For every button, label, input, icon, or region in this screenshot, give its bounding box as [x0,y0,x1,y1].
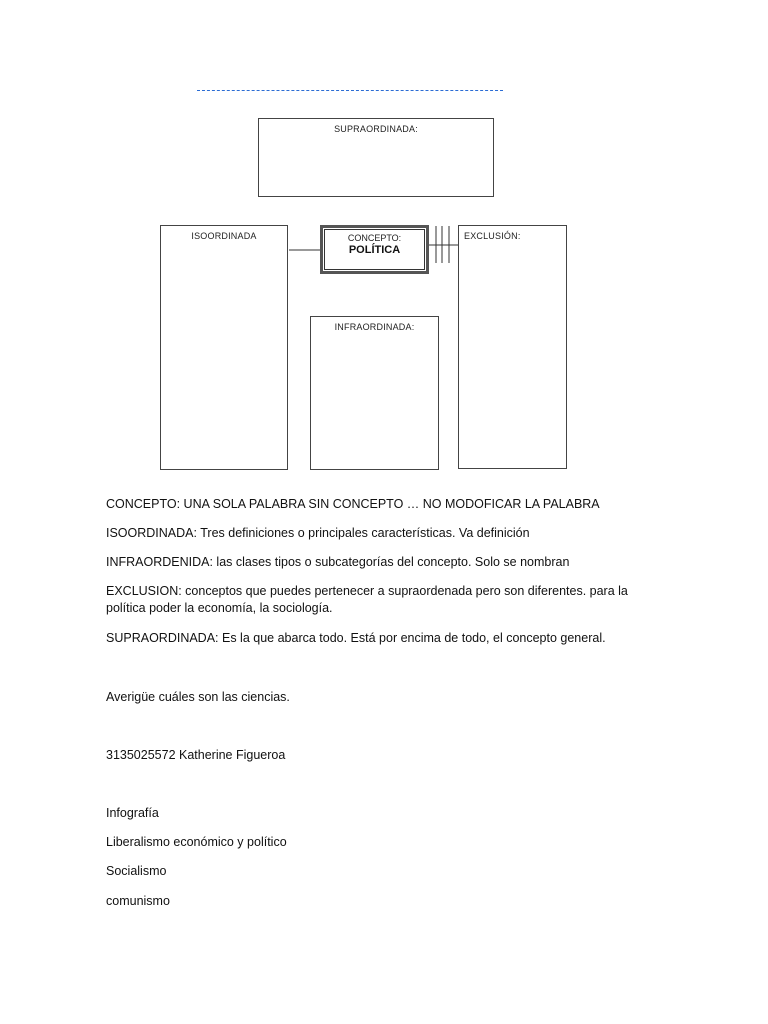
concept-box [320,225,429,274]
definition-supraordinada: SUPRAORDINADA: Es la que abarca todo. Está por encima de todo, el concepto general. [106,631,606,645]
definition-exclusion: EXCLUSION: conceptos que puedes pertenecer a supraordenada pero son diferentes. para la política poder la economía, la sociología. [106,584,628,615]
exclusion-label: EXCLUSIÓN: [464,231,521,241]
concept-label: CONCEPTO: [347,233,402,243]
infraordinada-box [310,316,439,470]
exclusion-box [458,225,567,469]
contact-text: 3135025572 Katherine Figueroa [106,748,286,762]
definition-concepto: CONCEPTO: UNA SOLA PALABRA SIN CONCEPTO … NO MODOFICAR LA PALABRA [106,497,600,511]
supraordinada-label: SUPRAORDINADA: [334,124,418,134]
topic-item: Socialismo [106,864,167,878]
definition-infraordinada: INFRAORDENIDA: las clases tipos o subcategorías del concepto. Solo se nombran [106,555,570,569]
topic-item: comunismo [106,894,170,908]
instruction-text: Averigüe cuáles son las ciencias. [106,690,290,704]
infraordinada-label: INFRAORDINADA: [334,322,415,332]
hyperlink-underline[interactable] [197,90,503,91]
topic-item: Infografía [106,806,159,820]
definition-isoordinada: ISOORDINADA: Tres definiciones o principales características. Va definición [106,526,530,540]
isoordinada-label: ISOORDINADA [191,231,257,241]
topic-item: Liberalismo económico y político [106,835,287,849]
isoordinada-box [160,225,288,470]
concept-value: POLÍTICA [348,244,401,256]
supraordinada-box [258,118,494,197]
